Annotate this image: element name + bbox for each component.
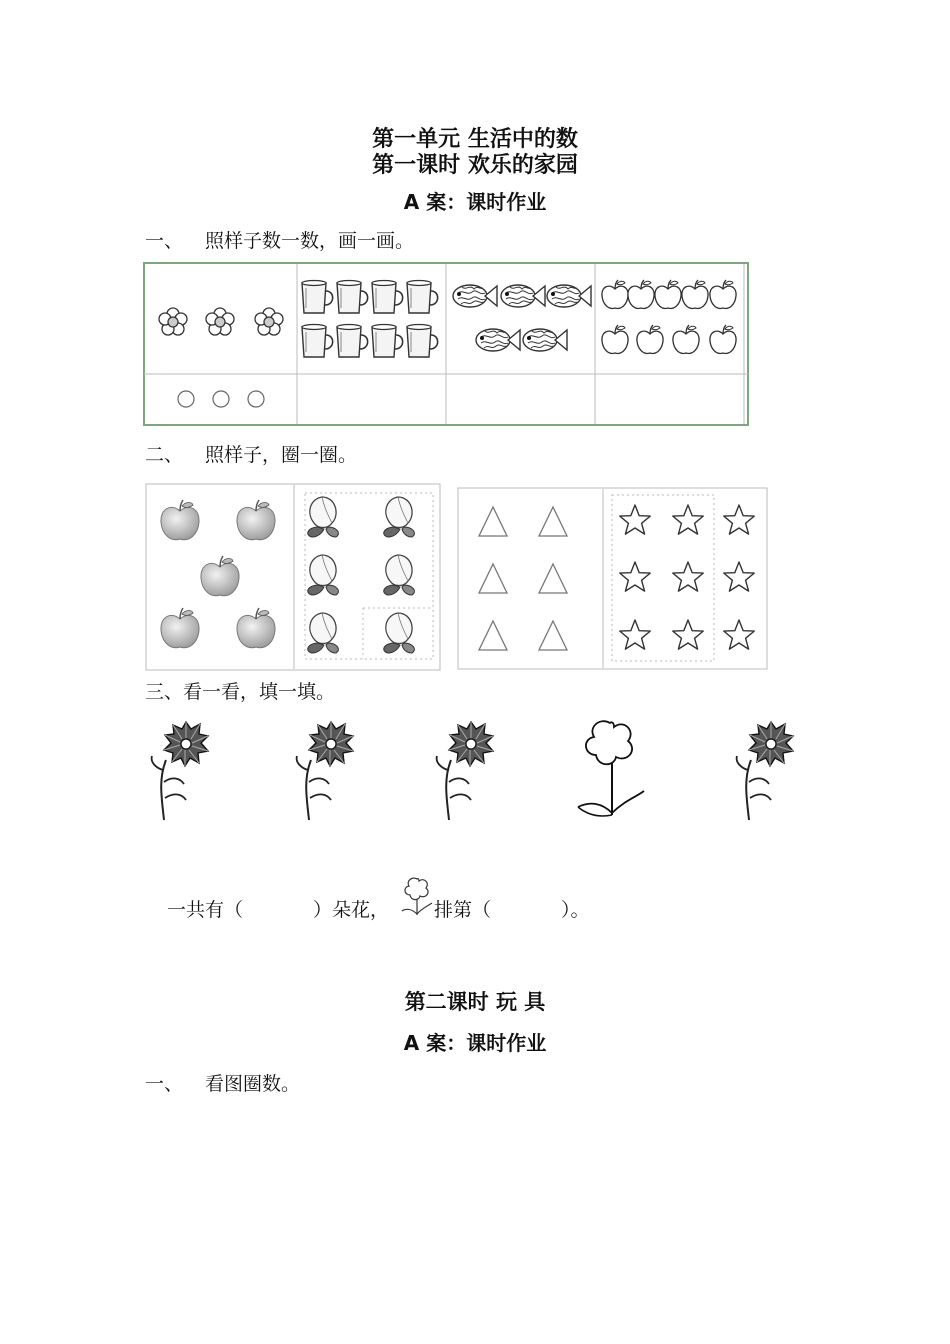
peach-icon — [308, 555, 339, 595]
unit-title: 第一单元 生活中的数 — [372, 126, 578, 152]
question-1 — [145, 226, 414, 253]
circle-groups-panel — [145, 483, 770, 671]
lesson2-plan-title: A 案：课时作业 — [403, 1031, 547, 1055]
question-number: 一、 — [145, 1073, 184, 1095]
fill-text-1: 一共有（ — [167, 899, 244, 921]
flower-icon — [297, 722, 353, 820]
question-2 — [145, 440, 357, 467]
fill-text-4: ）。 — [561, 899, 590, 921]
lesson2-question-1 — [145, 1069, 300, 1096]
question-text: 照样子，圈一圈。 — [205, 444, 358, 466]
circle-icon — [248, 391, 264, 407]
question-text: 看图圈数。 — [205, 1073, 301, 1095]
circle-icon — [213, 391, 229, 407]
outline-flower-icon — [578, 721, 644, 816]
peach-icon — [384, 497, 415, 537]
peach-icon — [308, 497, 339, 537]
flower-row — [140, 715, 800, 830]
fill-in-sentence-2 — [434, 895, 590, 922]
plan-title: A 案：课时作业 — [403, 190, 547, 214]
question-number: 一、 — [145, 230, 184, 252]
outline-flower-icon — [400, 875, 434, 919]
fill-text-3: 排第（ — [434, 899, 492, 921]
question-text: 照样子数一数，画一画。 — [205, 230, 415, 252]
fill-in-sentence — [167, 895, 389, 922]
peach-icon — [384, 613, 415, 653]
question-3: 三、看一看，填一填。 — [145, 681, 336, 703]
peach-icon — [308, 613, 339, 653]
circle-icon — [178, 391, 194, 407]
flower-icon — [437, 722, 493, 820]
flower-icon — [737, 722, 793, 820]
question-number: 二、 — [145, 444, 184, 466]
lesson2-title: 第二课时 玩 具 — [404, 990, 546, 1014]
fill-text-2: ）朵花， — [313, 899, 390, 921]
lesson-title: 第一课时 欢乐的家园 — [372, 152, 578, 178]
flower-icon — [152, 722, 208, 820]
count-draw-table — [143, 262, 749, 426]
peach-icon — [384, 555, 415, 595]
